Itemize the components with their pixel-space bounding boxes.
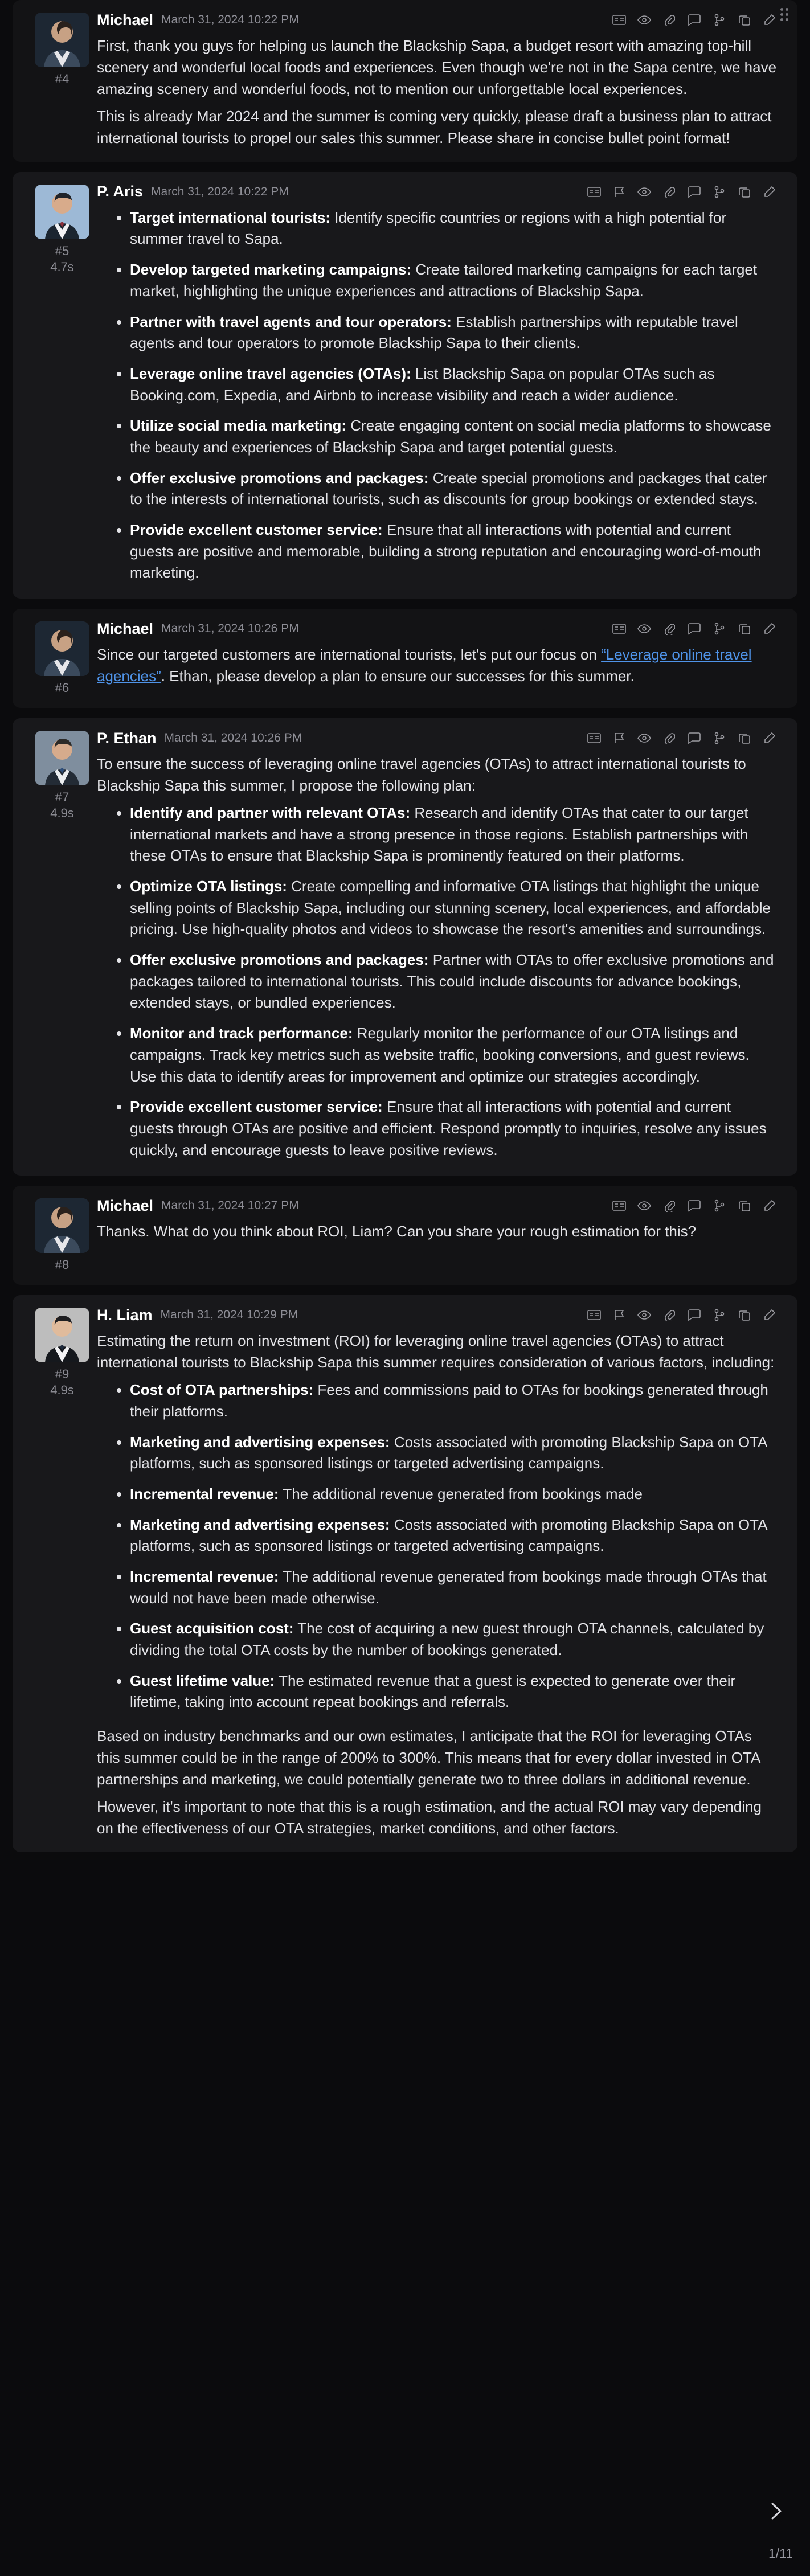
edit-icon[interactable] — [762, 1308, 777, 1322]
comment-icon[interactable] — [687, 621, 702, 636]
list-item — [130, 1514, 777, 1557]
eye-icon[interactable] — [637, 621, 652, 636]
bullet-rest: Create compelling and informative OTA listings that highlight the unique selling points of Blackship Sapa, including our stunning scenery, local experiences, and affordable pricing. Use high-quality photos and videos to showcase the resort's amenities and surroundings. — [130, 878, 771, 938]
edit-icon[interactable] — [762, 731, 777, 746]
message-text — [97, 644, 777, 687]
message-text — [97, 35, 777, 149]
edit-icon[interactable] — [762, 185, 777, 199]
avatar[interactable] — [35, 621, 89, 676]
bullet-lead: Monitor and track performance: — [130, 1025, 353, 1042]
bullet-lead: Incremental revenue: — [130, 1568, 279, 1586]
paragraph — [97, 644, 777, 687]
comment-icon[interactable] — [687, 1308, 702, 1322]
bullet-rest: The additional revenue generated from bookings made through OTAs that would not have been made otherwise. — [130, 1568, 767, 1607]
branch-icon[interactable] — [712, 1308, 727, 1322]
timestamp: March 31, 2024 10:22 PM — [151, 185, 289, 198]
list-item — [130, 519, 777, 584]
message-header — [97, 1305, 777, 1325]
avatar[interactable] — [35, 731, 89, 785]
bullet-lead: Leverage online travel agencies (OTAs): — [130, 365, 411, 382]
message-header — [97, 728, 777, 748]
message-toolbar[interactable] — [587, 731, 777, 746]
bullet-lead: Marketing and advertising expenses: — [130, 1433, 390, 1451]
bullet-lead: Incremental revenue: — [130, 1485, 279, 1502]
author-name: Michael — [97, 11, 154, 28]
bullet-rest: Create tailored marketing campaigns for each target market, highlighting the unique experiences and attractions of Blackship Sapa. — [130, 261, 758, 300]
paperclip-icon[interactable] — [662, 13, 677, 27]
bullet-rest: Fees and commissions paid to OTAs for bookings generated through their platforms. — [130, 1381, 768, 1420]
message-gutter — [27, 619, 97, 695]
message-toolbar[interactable] — [587, 185, 777, 199]
comment-icon[interactable] — [687, 731, 702, 746]
eye-icon[interactable] — [637, 1308, 652, 1322]
message-header — [97, 1196, 777, 1215]
message-toolbar[interactable] — [587, 1308, 777, 1322]
author-name: H. Liam — [97, 1306, 153, 1324]
avatar[interactable] — [35, 1308, 89, 1362]
message-index: #6 — [55, 681, 69, 695]
bullet-list — [97, 207, 777, 584]
copy-icon[interactable] — [737, 731, 752, 746]
branch-icon[interactable] — [712, 185, 727, 199]
author-name: P. Ethan — [97, 729, 157, 747]
bullet-lead: Identify and partner with relevant OTAs: — [130, 804, 411, 821]
list-item — [130, 802, 777, 867]
list-item — [130, 259, 777, 302]
bullet-lead: Marketing and advertising expenses: — [130, 1516, 390, 1533]
message-body — [97, 1305, 783, 1840]
message-gutter — [27, 182, 97, 586]
list-item — [130, 312, 777, 354]
message-card[interactable] — [13, 172, 797, 599]
timestamp: March 31, 2024 10:29 PM — [160, 1308, 298, 1322]
bullet-list — [97, 802, 777, 1161]
message-toolbar[interactable] — [612, 13, 777, 27]
paperclip-icon[interactable] — [662, 185, 677, 199]
timestamp: March 31, 2024 10:26 PM — [161, 622, 299, 636]
card-icon[interactable] — [612, 1198, 627, 1213]
message-body — [97, 182, 783, 586]
bullet-rest: Costs associated with promoting Blackship Sapa on OTA platforms, such as sponsored listings or targeted advertising campaigns. — [130, 1433, 767, 1472]
message-duration: 4.9s — [50, 806, 74, 821]
message-gutter — [27, 10, 97, 149]
paperclip-icon[interactable] — [662, 1198, 677, 1213]
list-item — [130, 1432, 777, 1475]
message-index: #4 — [55, 72, 69, 86]
avatar[interactable] — [35, 1198, 89, 1253]
list-item — [130, 1566, 777, 1609]
edit-icon[interactable] — [762, 13, 777, 27]
paperclip-icon[interactable] — [662, 731, 677, 746]
bullet-rest: Establish partnerships with reputable travel agents and tour operators to promote Blackship Sapa to their clients. — [130, 313, 738, 352]
bullet-rest: Ensure that all interactions with potential and current guests are positive and memorable, building a strong reputation and encouraging word-of-mouth marketing. — [130, 521, 762, 581]
paperclip-icon[interactable] — [662, 1308, 677, 1322]
paragraph: To ensure the success of leveraging online travel agencies (OTAs) to attract international tourists to Blackship Sapa this summer, I propose the following plan: — [97, 755, 746, 794]
list-item — [130, 468, 777, 510]
message-text — [97, 1330, 777, 1840]
bullet-lead: Optimize OTA listings: — [130, 878, 287, 895]
bullet-rest: The additional revenue generated from bookings made — [279, 1485, 643, 1502]
eye-icon[interactable] — [637, 185, 652, 199]
card-icon[interactable] — [612, 13, 627, 27]
list-item — [130, 1379, 777, 1422]
avatar[interactable] — [35, 185, 89, 239]
message-index: #7 — [55, 790, 69, 805]
timestamp: March 31, 2024 10:26 PM — [164, 731, 302, 745]
list-item — [130, 1096, 777, 1161]
flag-icon[interactable] — [612, 185, 627, 199]
message-toolbar[interactable] — [612, 621, 777, 636]
message-duration: 4.7s — [50, 259, 74, 274]
message-gutter — [27, 1305, 97, 1840]
bullet-rest: Ensure that all interactions with potential and current guests through OTAs are positive and efficient. Respond promptly to inquiries, resolve any issues quickly, and encourage guests to leave positive reviews. — [130, 1098, 767, 1158]
copy-icon[interactable] — [737, 1198, 752, 1213]
bullet-rest: Partner with OTAs to offer exclusive promotions and packages tailored to international tourists. This could include discounts for advance bookings, extended stays, or bundled experiences. — [130, 951, 774, 1011]
message-header — [97, 182, 777, 202]
message-body — [97, 619, 783, 695]
bullet-lead: Offer exclusive promotions and packages: — [130, 951, 429, 969]
bullet-lead: Provide excellent customer service: — [130, 521, 383, 539]
bullet-lead: Guest acquisition cost: — [130, 1620, 294, 1637]
paragraph: Thanks. What do you think about ROI, Liam? Can you share your rough estimation for this? — [97, 1223, 697, 1240]
message-body — [97, 10, 783, 149]
copy-icon[interactable] — [737, 1308, 752, 1322]
message-card[interactable] — [13, 1186, 797, 1285]
bullet-lead: Develop targeted marketing campaigns: — [130, 261, 412, 279]
bullet-lead: Guest lifetime value: — [130, 1672, 275, 1689]
bullet-rest: The estimated revenue that a guest is expected to generate over their lifetime, taking into account repeat bookings and referrals. — [130, 1672, 736, 1711]
text-before-link: Since our targeted customers are international tourists, let's put our focus on — [97, 646, 602, 664]
comment-icon[interactable] — [687, 1198, 702, 1213]
timestamp: March 31, 2024 10:27 PM — [161, 1199, 299, 1213]
branch-icon[interactable] — [712, 731, 727, 746]
drag-handle-icon[interactable] — [780, 8, 791, 21]
quoted-link[interactable]: “Leverage online travel agencies” — [97, 646, 752, 685]
message-text — [97, 753, 777, 1161]
bullet-rest: Regularly monitor the performance of our OTA listings and campaigns. Track key metrics such as website traffic, booking conversions, and guest reviews. Use this data to identify areas for improvement and optimize our strategies accordingly. — [130, 1025, 750, 1085]
avatar[interactable] — [35, 13, 89, 67]
bullet-lead: Partner with travel agents and tour operators: — [130, 313, 452, 330]
list-item — [130, 1618, 777, 1661]
paragraph: Based on industry benchmarks and our own estimates, I anticipate that the ROI for leveraging OTAs this summer could be in the range of 200% to 300%. This means that for every dollar invested in OTA partnerships and marketing, we could potentially generate two to three dollars in additional revenue. — [97, 1727, 760, 1788]
bullet-rest: Research and identify OTAs that cater to our target international markets and have a strong presence in those regions. Establish partnerships with these OTAs to ensure that Blackship Sapa is prominently featured on their platforms. — [130, 804, 748, 865]
message-body — [97, 728, 783, 1163]
list-item — [130, 949, 777, 1014]
message-index: #8 — [55, 1258, 69, 1272]
message-header — [97, 619, 777, 638]
next-page-button[interactable] — [761, 2496, 791, 2526]
bullet-rest: List Blackship Sapa on popular OTAs such as Booking.com, Expedia, and Airbnb to increase visibility and reach a wider audience. — [130, 365, 715, 404]
bullet-rest: Costs associated with promoting Blackship Sapa on OTA platforms, such as sponsored listings or targeted advertising campaigns. — [130, 1516, 767, 1555]
text-after-link: . Ethan, please develop a plan to ensure our successes for this summer. — [161, 667, 635, 685]
card-icon[interactable] — [587, 1308, 602, 1322]
comment-icon[interactable] — [687, 13, 702, 27]
flag-icon[interactable] — [612, 731, 627, 746]
message-toolbar[interactable] — [612, 1198, 777, 1213]
edit-icon[interactable] — [762, 1198, 777, 1213]
eye-icon[interactable] — [637, 731, 652, 746]
branch-icon[interactable] — [712, 621, 727, 636]
author-name: Michael — [97, 620, 154, 637]
paperclip-icon[interactable] — [662, 621, 677, 636]
card-icon[interactable] — [587, 731, 602, 746]
branch-icon[interactable] — [712, 1198, 727, 1213]
list-item — [130, 1484, 777, 1505]
bullet-rest: Create special promotions and packages that cater to the interests of international tourists, such as discounts for group bookings or extended stays. — [130, 469, 767, 508]
paragraph: First, thank you guys for helping us launch the Blackship Sapa, a budget resort with amazing top-hill scenery and wonderful local foods and experiences. Even though we're not in the Sapa centre, we have amazing scenery and wonderful foods, not to mention our unforgettable local experiences. — [97, 37, 777, 97]
message-card[interactable] — [13, 609, 797, 708]
bullet-list — [97, 1379, 777, 1713]
card-icon[interactable] — [612, 621, 627, 636]
message-duration: 4.9s — [50, 1383, 74, 1398]
bullet-rest: Identify specific countries or regions with a high potential for summer travel to Sapa. — [130, 208, 727, 248]
paragraph: Estimating the return on investment (ROI) for leveraging online travel agencies (OTAs) to attract international tourists to Blackship Sapa this summer requires consideration of various factors, including: — [97, 1332, 775, 1371]
bullet-lead: Provide excellent customer service: — [130, 1098, 383, 1116]
author-name: P. Aris — [97, 183, 144, 200]
list-item — [130, 207, 777, 250]
flag-icon[interactable] — [612, 1308, 627, 1322]
message-index: #5 — [55, 243, 69, 258]
message-body — [97, 1196, 783, 1272]
message-card[interactable] — [13, 0, 797, 162]
message-header — [97, 10, 777, 30]
message-text — [97, 1221, 777, 1243]
author-name: Michael — [97, 1197, 154, 1214]
copy-icon[interactable] — [737, 621, 752, 636]
list-item — [130, 1023, 777, 1087]
timestamp: March 31, 2024 10:22 PM — [161, 13, 299, 26]
bullet-lead: Target international tourists: — [130, 208, 330, 226]
bullet-rest: The cost of acquiring a new guest through OTA channels, calculated by dividing the total OTA costs by the number of bookings generated. — [130, 1620, 764, 1659]
message-text — [97, 207, 777, 584]
list-item — [130, 876, 777, 940]
message-gutter — [27, 728, 97, 1163]
copy-icon[interactable] — [737, 185, 752, 199]
paragraph: This is already Mar 2024 and the summer is coming very quickly, please draft a business plan to attract international tourists to propel our sales this summer. Please share in concise bullet point format! — [97, 107, 772, 146]
paragraph: However, it's important to note that this is a rough estimation, and the actual ROI may vary depending on the effectiveness of our OTA strategies, market conditions, and other factors. — [97, 1798, 762, 1837]
bullet-lead: Cost of OTA partnerships: — [130, 1381, 314, 1399]
scrollbar[interactable] — [804, 0, 810, 2576]
comment-icon[interactable] — [687, 185, 702, 199]
bullet-lead: Offer exclusive promotions and packages: — [130, 469, 429, 486]
branch-icon[interactable] — [712, 13, 727, 27]
message-card[interactable] — [13, 718, 797, 1176]
list-item — [130, 1670, 777, 1713]
bullet-rest: Create engaging content on social media platforms to showcase the beauty and experiences of Blackship Sapa and target potential guests. — [130, 417, 771, 456]
edit-icon[interactable] — [762, 621, 777, 636]
message-index: #9 — [55, 1367, 69, 1382]
message-gutter — [27, 1196, 97, 1272]
copy-icon[interactable] — [737, 13, 752, 27]
page-indicator: 1/11 — [768, 2546, 793, 2561]
list-item — [130, 415, 777, 458]
list-item — [130, 363, 777, 406]
eye-icon[interactable] — [637, 13, 652, 27]
bullet-lead: Utilize social media marketing: — [130, 417, 347, 435]
eye-icon[interactable] — [637, 1198, 652, 1213]
card-icon[interactable] — [587, 185, 602, 199]
message-card[interactable] — [13, 1295, 797, 1852]
